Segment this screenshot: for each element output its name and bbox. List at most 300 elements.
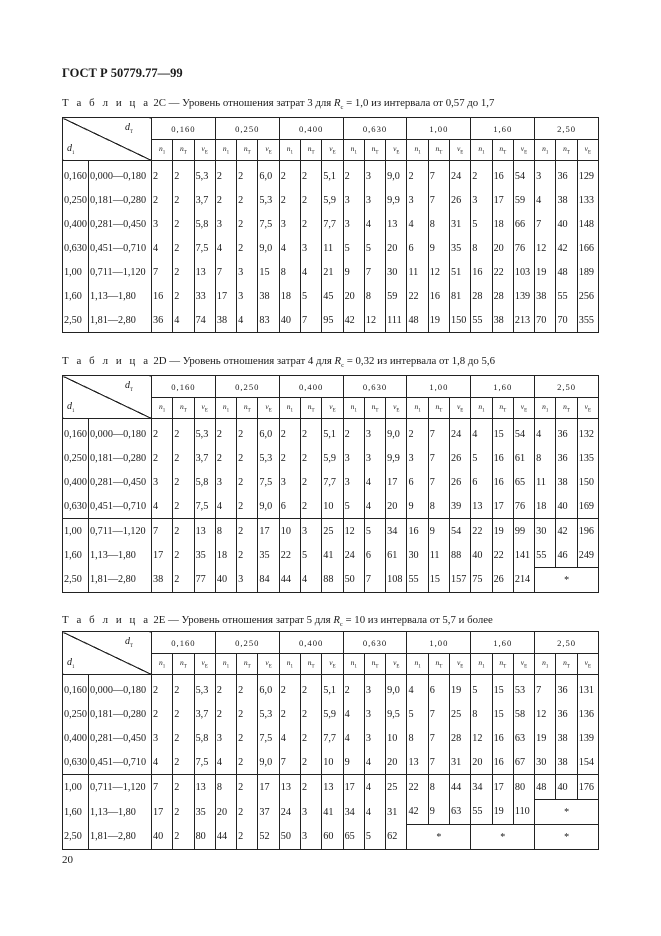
cell-value: 4 [215,750,236,775]
cell-value: 3 [237,260,258,284]
cell-value: 51 [450,260,471,284]
cell-value: 2 [173,543,194,568]
cell-value: 6 [279,494,300,519]
cell-value: 8 [364,284,385,308]
cell-value: 3 [343,470,364,494]
cell-d1: 0,400 [63,470,89,494]
cell-value: 4 [279,236,300,260]
cell-d1: 0,400 [63,212,89,236]
subcolumn-header: $n_1$ [343,398,364,419]
cell-value: 4 [152,750,173,775]
cell-value: 3 [364,161,385,189]
cell-value: 39 [450,494,471,519]
cell-value: 2 [301,419,322,447]
cell-value: 4 [173,308,194,333]
table-row [63,284,599,308]
cell-value: 2 [173,519,194,544]
cell-value: 22 [279,543,300,568]
subcolumn-header: $n_T$ [364,140,385,161]
subcolumn-header: $n_T$ [492,654,513,675]
table-row [63,543,599,568]
cell-value: 65 [513,470,534,494]
group-header: 0,630 [343,118,407,140]
cell-value: 2 [237,470,258,494]
group-header: 1,00 [407,376,471,398]
cell-value: 2 [215,702,236,726]
cell-value: 5 [471,446,492,470]
cell-value: 4 [237,308,258,333]
cell-value: 2 [173,750,194,775]
cell-value: 7,5 [194,750,215,775]
subcolumn-header: $\nu_E$ [258,140,279,161]
cell-value: 196 [577,519,598,544]
cell-value: 18 [535,494,556,519]
cell-value: 77 [194,568,215,593]
subcolumn-header: $n_1$ [279,654,300,675]
group-header: 0,400 [279,118,343,140]
table-2e [62,631,599,850]
cell-value: 9,9 [386,446,407,470]
table-row [63,519,599,544]
cell-value: 5,8 [194,212,215,236]
cell-range: 0,711—1,120 [89,260,152,284]
cell-value: 7 [428,446,449,470]
cell-value: 26 [450,470,471,494]
subcolumn-header: $n_1$ [407,654,428,675]
cell-value: 53 [513,675,534,703]
cell-value: 2 [301,775,322,800]
cell-value: 17 [492,494,513,519]
cell-d1: 0,630 [63,494,89,519]
cell-value: 15 [492,675,513,703]
subcolumn-header: $\nu_E$ [386,398,407,419]
cell-value: 2 [279,161,300,189]
cell-value: 12 [428,260,449,284]
cell-value: 2 [301,188,322,212]
cell-value: 2 [173,212,194,236]
cell-value: 4 [407,675,428,703]
cell-range: 1,13—1,80 [89,800,152,825]
cell-value: 19 [535,726,556,750]
cell-value: 31 [386,800,407,825]
cell-value: 54 [513,161,534,189]
cell-value: 11 [535,470,556,494]
cell-value: 4 [215,494,236,519]
cell-value: 55 [556,284,577,308]
group-header: 0,630 [343,632,407,654]
subcolumn-header: $\nu_E$ [386,140,407,161]
cell-value: 40 [279,308,300,333]
subcolumn-header: $n_T$ [301,654,322,675]
subcolumn-header: $n_1$ [279,140,300,161]
cell-value: 4 [301,568,322,593]
cell-value: 7 [428,470,449,494]
cell-d1: 0,630 [63,236,89,260]
cell-d1: 1,60 [63,284,89,308]
cell-value: 24 [279,800,300,825]
cell-value: 5 [471,675,492,703]
cell-value: 9,9 [386,188,407,212]
cell-value: 17 [152,800,173,825]
cell-value: 37 [258,800,279,825]
cell-value: 59 [386,284,407,308]
cell-d1: 2,50 [63,308,89,333]
table-row [63,675,599,703]
subcolumn-header: $\nu_E$ [258,654,279,675]
subcolumn-header: $n_T$ [173,140,194,161]
table-row [63,308,599,333]
group-header: 0,400 [279,632,343,654]
cell-value: 35 [450,236,471,260]
cell-value: 26 [450,446,471,470]
cell-value: 2 [173,470,194,494]
cell-value: 12 [471,726,492,750]
cell-value: 10 [279,519,300,544]
cell-value: 48 [556,260,577,284]
cell-value: 7,7 [322,470,343,494]
table-row [63,236,599,260]
cell-value: 7,5 [258,726,279,750]
cell-value: 4 [535,419,556,447]
cell-range: 0,000—0,180 [89,419,152,447]
cell-value: 8 [215,519,236,544]
cell-value: 5,3 [258,702,279,726]
cell-value: 5 [364,519,385,544]
cell-value: 15 [492,702,513,726]
cell-range: 0,000—0,180 [89,675,152,703]
cell-value: 3 [364,419,385,447]
cell-value: 4 [471,419,492,447]
cell-value: 103 [513,260,534,284]
cell-value: 22 [492,260,513,284]
cell-range: 0,711—1,120 [89,775,152,800]
cell-value: 355 [577,308,598,333]
cell-value: 62 [386,825,407,850]
cell-d1: 0,630 [63,750,89,775]
cell-value: 9 [343,260,364,284]
cell-value: 2 [237,519,258,544]
cell-value: 38 [258,284,279,308]
cell-value: 70 [535,308,556,333]
cell-value: 2 [301,702,322,726]
cell-value: 35 [258,543,279,568]
cell-value: 36 [556,161,577,189]
cell-value: 8 [428,775,449,800]
group-header: 0,160 [152,632,216,654]
cell-value: 131 [577,675,598,703]
cell-value: 16 [407,519,428,544]
subcolumn-header: $\nu_E$ [322,140,343,161]
subcolumn-header: $n_T$ [428,140,449,161]
cell-value: 3 [364,675,385,703]
cell-value: 9,0 [258,494,279,519]
cell-value: 16 [152,284,173,308]
cell-value: 2 [301,470,322,494]
group-header: 1,00 [407,118,471,140]
cell-d1: 0,160 [63,161,89,189]
cell-range: 1,13—1,80 [89,284,152,308]
cell-value: 74 [194,308,215,333]
cell-value: 33 [194,284,215,308]
cell-value: 15 [428,568,449,593]
cell-value: 3 [364,726,385,750]
cell-value: 3 [279,212,300,236]
cell-value: 7 [152,260,173,284]
cell-value: 2 [343,161,364,189]
group-header: 0,250 [215,118,279,140]
cell-value: 2 [301,212,322,236]
cell-value: 2 [279,446,300,470]
cell-value: 10 [322,494,343,519]
group-header: 1,60 [471,376,535,398]
cell-value: 5,3 [194,161,215,189]
cell-value: 7 [279,750,300,775]
cell-value: 3 [301,800,322,825]
cell-value: 4 [152,494,173,519]
subcolumn-header: $n_T$ [364,654,385,675]
cell-value: 22 [471,519,492,544]
cell-value: 9,0 [386,675,407,703]
cell-value: 22 [407,284,428,308]
group-header: 1,60 [471,118,535,140]
cell-range: 0,451—0,710 [89,236,152,260]
cell-value: 13 [407,750,428,775]
cell-value: 139 [577,726,598,750]
cell-range: 0,451—0,710 [89,494,152,519]
cell-value: 9 [428,800,449,825]
cell-value: 2 [237,188,258,212]
cell-value: 2 [237,446,258,470]
cell-value: 111 [386,308,407,333]
cell-value: 20 [343,284,364,308]
cell-value: 46 [556,543,577,568]
cell-value: 17 [258,519,279,544]
cell-range: 0,451—0,710 [89,750,152,775]
cell-value: 7,7 [322,726,343,750]
group-header: 0,630 [343,376,407,398]
cell-value: 3 [152,726,173,750]
corner-label-d1: $d_1$ [67,657,75,670]
cell-value: 15 [258,260,279,284]
cell-value: 148 [577,212,598,236]
cell-value: 2 [407,161,428,189]
subcolumn-header: $n_T$ [237,398,258,419]
cell-value: 42 [556,236,577,260]
cell-value: 76 [513,494,534,519]
cell-value: 2 [301,750,322,775]
cell-value: 5 [364,236,385,260]
cell-value: 9,0 [258,750,279,775]
cell-value: 13 [194,519,215,544]
cell-value: 30 [535,519,556,544]
cell-value: 2 [279,675,300,703]
cell-value: 176 [577,775,598,800]
cell-d1: 1,60 [63,800,89,825]
subcolumn-header: $\nu_E$ [386,654,407,675]
cell-value: 19 [535,260,556,284]
cell-value: 38 [215,308,236,333]
cell-value: 25 [322,519,343,544]
subcolumn-header: $n_1$ [279,398,300,419]
subcolumn-header: $\nu_E$ [194,398,215,419]
subcolumn-header: $n_1$ [343,140,364,161]
cell-value: 13 [386,212,407,236]
cell-value: 2 [237,236,258,260]
subcolumn-header: $n_T$ [492,140,513,161]
table-row [63,702,599,726]
cell-value: 2 [173,675,194,703]
cell-value: 40 [556,494,577,519]
cell-value: 3 [215,726,236,750]
cell-value: 10 [322,750,343,775]
cell-value: 2 [471,161,492,189]
cell-value: 5 [343,494,364,519]
cell-value: 7 [364,260,385,284]
cell-value: 42 [407,800,428,825]
cell-value: 3 [215,212,236,236]
table-caption-2e: Т а б л и ц а 2Е — Уровень отношения затрат 5 для $R_c = 10$ из интервала от 5,7 и более [62,614,493,629]
cell-value: 5 [301,284,322,308]
subcolumn-header: $n_T$ [556,398,577,419]
subcolumn-header: $n_1$ [535,654,556,675]
cell-value: 6,0 [258,419,279,447]
subcolumn-header: $n_T$ [364,398,385,419]
subcolumn-header: $n_1$ [152,398,173,419]
subcolumn-header: $\nu_E$ [322,654,343,675]
cell-value: 38 [556,726,577,750]
cell-value: 9 [343,750,364,775]
cell-value: 7 [152,519,173,544]
cell-value: 5,3 [258,446,279,470]
cell-value: 2 [301,494,322,519]
cell-value: 44 [450,775,471,800]
cell-value: 5 [471,212,492,236]
cell-value: 17 [492,188,513,212]
cell-value: 55 [471,800,492,825]
cell-value: 41 [322,800,343,825]
cell-value: 6 [471,470,492,494]
cell-d1: 0,400 [63,726,89,750]
cell-value: 3 [152,212,173,236]
cell-value: 8 [471,236,492,260]
cell-value: 2 [173,775,194,800]
cell-value: 3 [215,470,236,494]
cell-value: 3 [301,825,322,850]
subcolumn-header: $n_1$ [215,654,236,675]
cell-value: 80 [513,775,534,800]
table-row [63,470,599,494]
cell-d1: 1,60 [63,543,89,568]
cell-value: 40 [152,825,173,850]
cell-value: 30 [386,260,407,284]
subcolumn-header: $n_1$ [407,398,428,419]
cell-value: 22 [407,775,428,800]
cell-value: 50 [343,568,364,593]
cell-range: 0,281—0,450 [89,726,152,750]
cell-value: 20 [215,800,236,825]
cell-value: 166 [577,236,598,260]
cell-value: 11 [322,236,343,260]
cell-value: 21 [322,260,343,284]
group-header: 2,50 [535,632,599,654]
cell-d1: 0,250 [63,702,89,726]
cell-star: * [535,568,599,593]
cell-value: 12 [364,308,385,333]
cell-value: 2 [152,675,173,703]
cell-value: 5,1 [322,161,343,189]
cell-value: 7 [535,212,556,236]
cell-value: 11 [428,543,449,568]
page-number: 20 [62,854,73,866]
cell-value: 7 [428,726,449,750]
cell-value: 3 [237,284,258,308]
cell-value: 70 [556,308,577,333]
cell-value: 4 [152,236,173,260]
cell-value: 2 [173,446,194,470]
cell-value: 22 [492,543,513,568]
cell-value: 18 [215,543,236,568]
cell-value: 9 [428,519,449,544]
cell-value: 61 [386,543,407,568]
cell-value: 31 [450,750,471,775]
cell-value: 17 [152,543,173,568]
cell-value: 7 [215,260,236,284]
table-row [63,775,599,800]
cell-value: 3,7 [194,188,215,212]
cell-value: 136 [577,702,598,726]
cell-value: 2 [152,446,173,470]
cell-value: 40 [556,212,577,236]
table-caption-2d: Т а б л и ц а 2D — Уровень отношения затрат 4 для $R_c = 0,32$ из интервала от 1,8 до 5,6 [62,355,495,370]
subcolumn-header: $n_1$ [343,654,364,675]
cell-value: 2 [173,260,194,284]
cell-value: 61 [513,446,534,470]
cell-value: 6,0 [258,675,279,703]
cell-value: 3,7 [194,702,215,726]
group-header: 1,60 [471,632,535,654]
table-2d [62,375,599,593]
cell-value: 38 [492,308,513,333]
document-header: ГОСТ Р 50779.77—99 [62,66,183,80]
cell-value: 4 [301,260,322,284]
cell-range: 0,281—0,450 [89,470,152,494]
cell-value: 48 [535,775,556,800]
cell-range: 0,181—0,280 [89,702,152,726]
cell-value: 110 [513,800,534,825]
cell-value: 11 [407,260,428,284]
cell-value: 2 [279,702,300,726]
cell-value: 80 [194,825,215,850]
cell-value: 5,9 [322,702,343,726]
cell-value: 42 [343,308,364,333]
cell-value: 35 [194,543,215,568]
cell-value: 6 [407,470,428,494]
cell-value: 2 [237,494,258,519]
cell-value: 8 [407,726,428,750]
cell-value: 88 [322,568,343,593]
subcolumn-header: $n_1$ [215,140,236,161]
cell-value: 54 [513,419,534,447]
cell-value: 135 [577,446,598,470]
cell-value: 99 [513,519,534,544]
cell-value: 18 [492,212,513,236]
cell-value: 2 [173,494,194,519]
group-header: 0,250 [215,376,279,398]
subcolumn-header: $n_T$ [556,654,577,675]
table-row [63,260,599,284]
cell-d1: 1,00 [63,519,89,544]
table-row [63,446,599,470]
